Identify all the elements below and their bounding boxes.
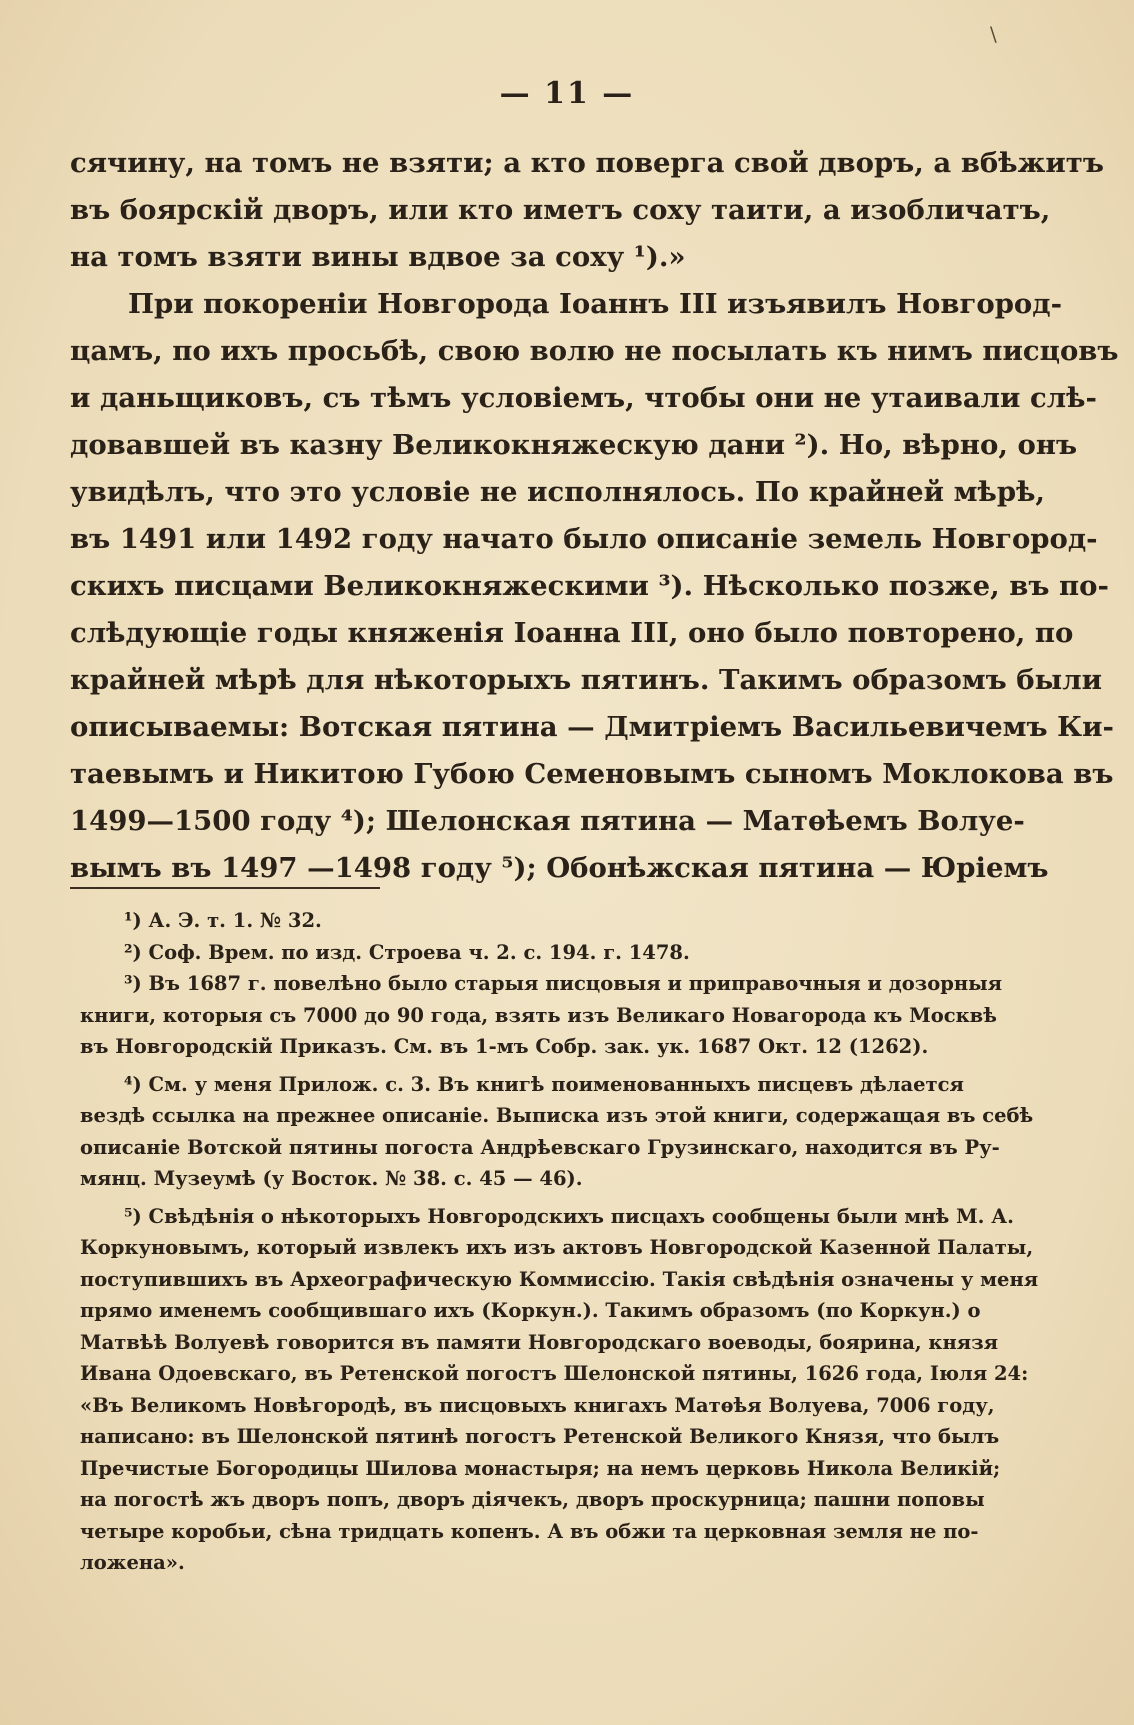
footnote-line: написано: въ Шелонской пятинѣ погостъ Ретенской Великого Князя, что былъ <box>80 1425 1000 1448</box>
text-line: При покореніи Новгорода Іоаннъ III изъявилъ Новгород- <box>128 288 1063 320</box>
footnote-line: вездѣ ссылка на прежнее описаніе. Выписка изъ этой книги, содержащая въ себѣ <box>80 1104 1034 1127</box>
text-line: въ 1491 или 1492 году начато было описаніе земель Новгород- <box>70 523 1098 555</box>
footnote-line: Матвѣѣ Волуевѣ говорится въ памяти Новгородскаго воеводы, боярина, князя <box>80 1330 999 1354</box>
text-line: увидѣлъ, что это условіе не исполнялось. По крайней мѣрѣ, <box>70 476 1045 508</box>
text-line: таевымъ и Никитою Губою Семеновымъ сыномъ Моклокова въ <box>70 758 1114 790</box>
text-line: довавшей въ казну Великокняжескую дани ²). Но, вѣрно, онъ <box>70 429 1078 461</box>
text-line: цамъ, по ихъ просьбѣ, свою волю не посылать къ нимъ писцовъ <box>70 335 1119 367</box>
footnote-line: Коркуновымъ, который извлекъ ихъ изъ актовъ Новгородской Казенной Палаты, <box>80 1236 1034 1259</box>
main-text <box>70 140 1119 892</box>
text-line: крайней мѣрѣ для нѣкоторыхъ пятинъ. Такимъ образомъ были <box>70 664 1103 696</box>
footnote-line: поступившихъ въ Археографическую Коммиссію. Такія свѣдѣнія означены у меня <box>80 1267 1039 1291</box>
footnote-line: прямо именемъ сообщившаго ихъ (Коркун.). Такимъ образомъ (по Коркун.) о <box>80 1299 981 1322</box>
text-line: сячину, на томъ не взяти; а кто поверга свой дворъ, а вбѣжитъ <box>70 147 1104 179</box>
footnote-line: въ Новгородскій Приказъ. См. въ 1-мъ Собр. зак. ук. 1687 Окт. 12 (1262). <box>80 1035 929 1058</box>
page-number: — 11 — <box>499 76 635 111</box>
footnote-line: ³) Въ 1687 г. повелѣно было старыя писцовыя и приправочныя и дозорныя <box>124 972 1003 995</box>
text-line: и даньщиковъ, съ тѣмъ условіемъ, чтобы они не утаивали слѣ- <box>70 382 1097 414</box>
footnote-line: ⁵) Свѣдѣнія о нѣкоторыхъ Новгородскихъ писцахъ сообщены были мнѣ М. А. <box>124 1204 1014 1228</box>
footnote-line: на погостѣ жъ дворъ попъ, дворъ діячекъ, дворъ проскурница; пашни поповы <box>80 1488 985 1511</box>
footnote-line: четыре коробьи, сѣна тридцать копенъ. А въ обжи та церковная земля не по- <box>80 1519 979 1543</box>
footnote-line: мянц. Музеумѣ (у Восток. № 38. с. 45 — 46). <box>80 1167 583 1190</box>
text-line: описываемы: Вотская пятина — Дмитріемъ Васильевичемъ Ки- <box>70 711 1114 743</box>
footnote-line: Ивана Одоевскаго, въ Ретенской погостъ Шелонской пятины, 1626 года, Іюля 24: <box>80 1362 1029 1385</box>
text-line: 1499—1500 году ⁴); Шелонская пятина — Матѳѣемъ Волуе- <box>70 805 1025 837</box>
footnote-line: ¹) А. Э. т. 1. № 32. <box>124 909 322 932</box>
text-line: вымъ въ 1497 —1498 году ⁵); Обонѣжская пятина — Юріемъ <box>70 852 1049 884</box>
footnote-line: книги, которыя съ 7000 до 90 года, взять изъ Великаго Новагорода къ Москвѣ <box>80 1003 997 1027</box>
stray-mark: \ <box>990 22 997 46</box>
text-line: въ боярскій дворъ, или кто иметъ соху таити, а изобличатъ, <box>70 194 1051 226</box>
footnote-line: «Въ Великомъ Новѣгородѣ, въ писцовыхъ книгахъ Матѳѣя Волуева, 7006 году, <box>80 1393 995 1417</box>
footnote-line: Пречистые Богородицы Шилова монастыря; на немъ церковь Никола Великій; <box>80 1456 1001 1480</box>
text-line: слѣдующіе годы княженія Іоанна III, оно было повторено, по <box>70 617 1074 649</box>
footnote-line: ⁴) См. у меня Прилож. с. 3. Въ книгѣ поименованныхъ писцевъ дѣлается <box>124 1072 964 1096</box>
text-line: на томъ взяти вины вдвое за соху ¹).» <box>70 241 686 273</box>
text-line: скихъ писцами Великокняжескими ³). Нѣсколько позже, въ по- <box>70 570 1109 602</box>
footnotes <box>80 905 1039 1579</box>
footnote-divider <box>70 887 380 889</box>
footnote-line: описаніе Вотской пятины погоста Андрѣевскаго Грузинскаго, находится въ Ру- <box>80 1135 1000 1159</box>
footnote-line: ²) Соф. Врем. по изд. Строева ч. 2. с. 194. г. 1478. <box>124 940 690 964</box>
footnote-line: ложена». <box>80 1551 185 1574</box>
